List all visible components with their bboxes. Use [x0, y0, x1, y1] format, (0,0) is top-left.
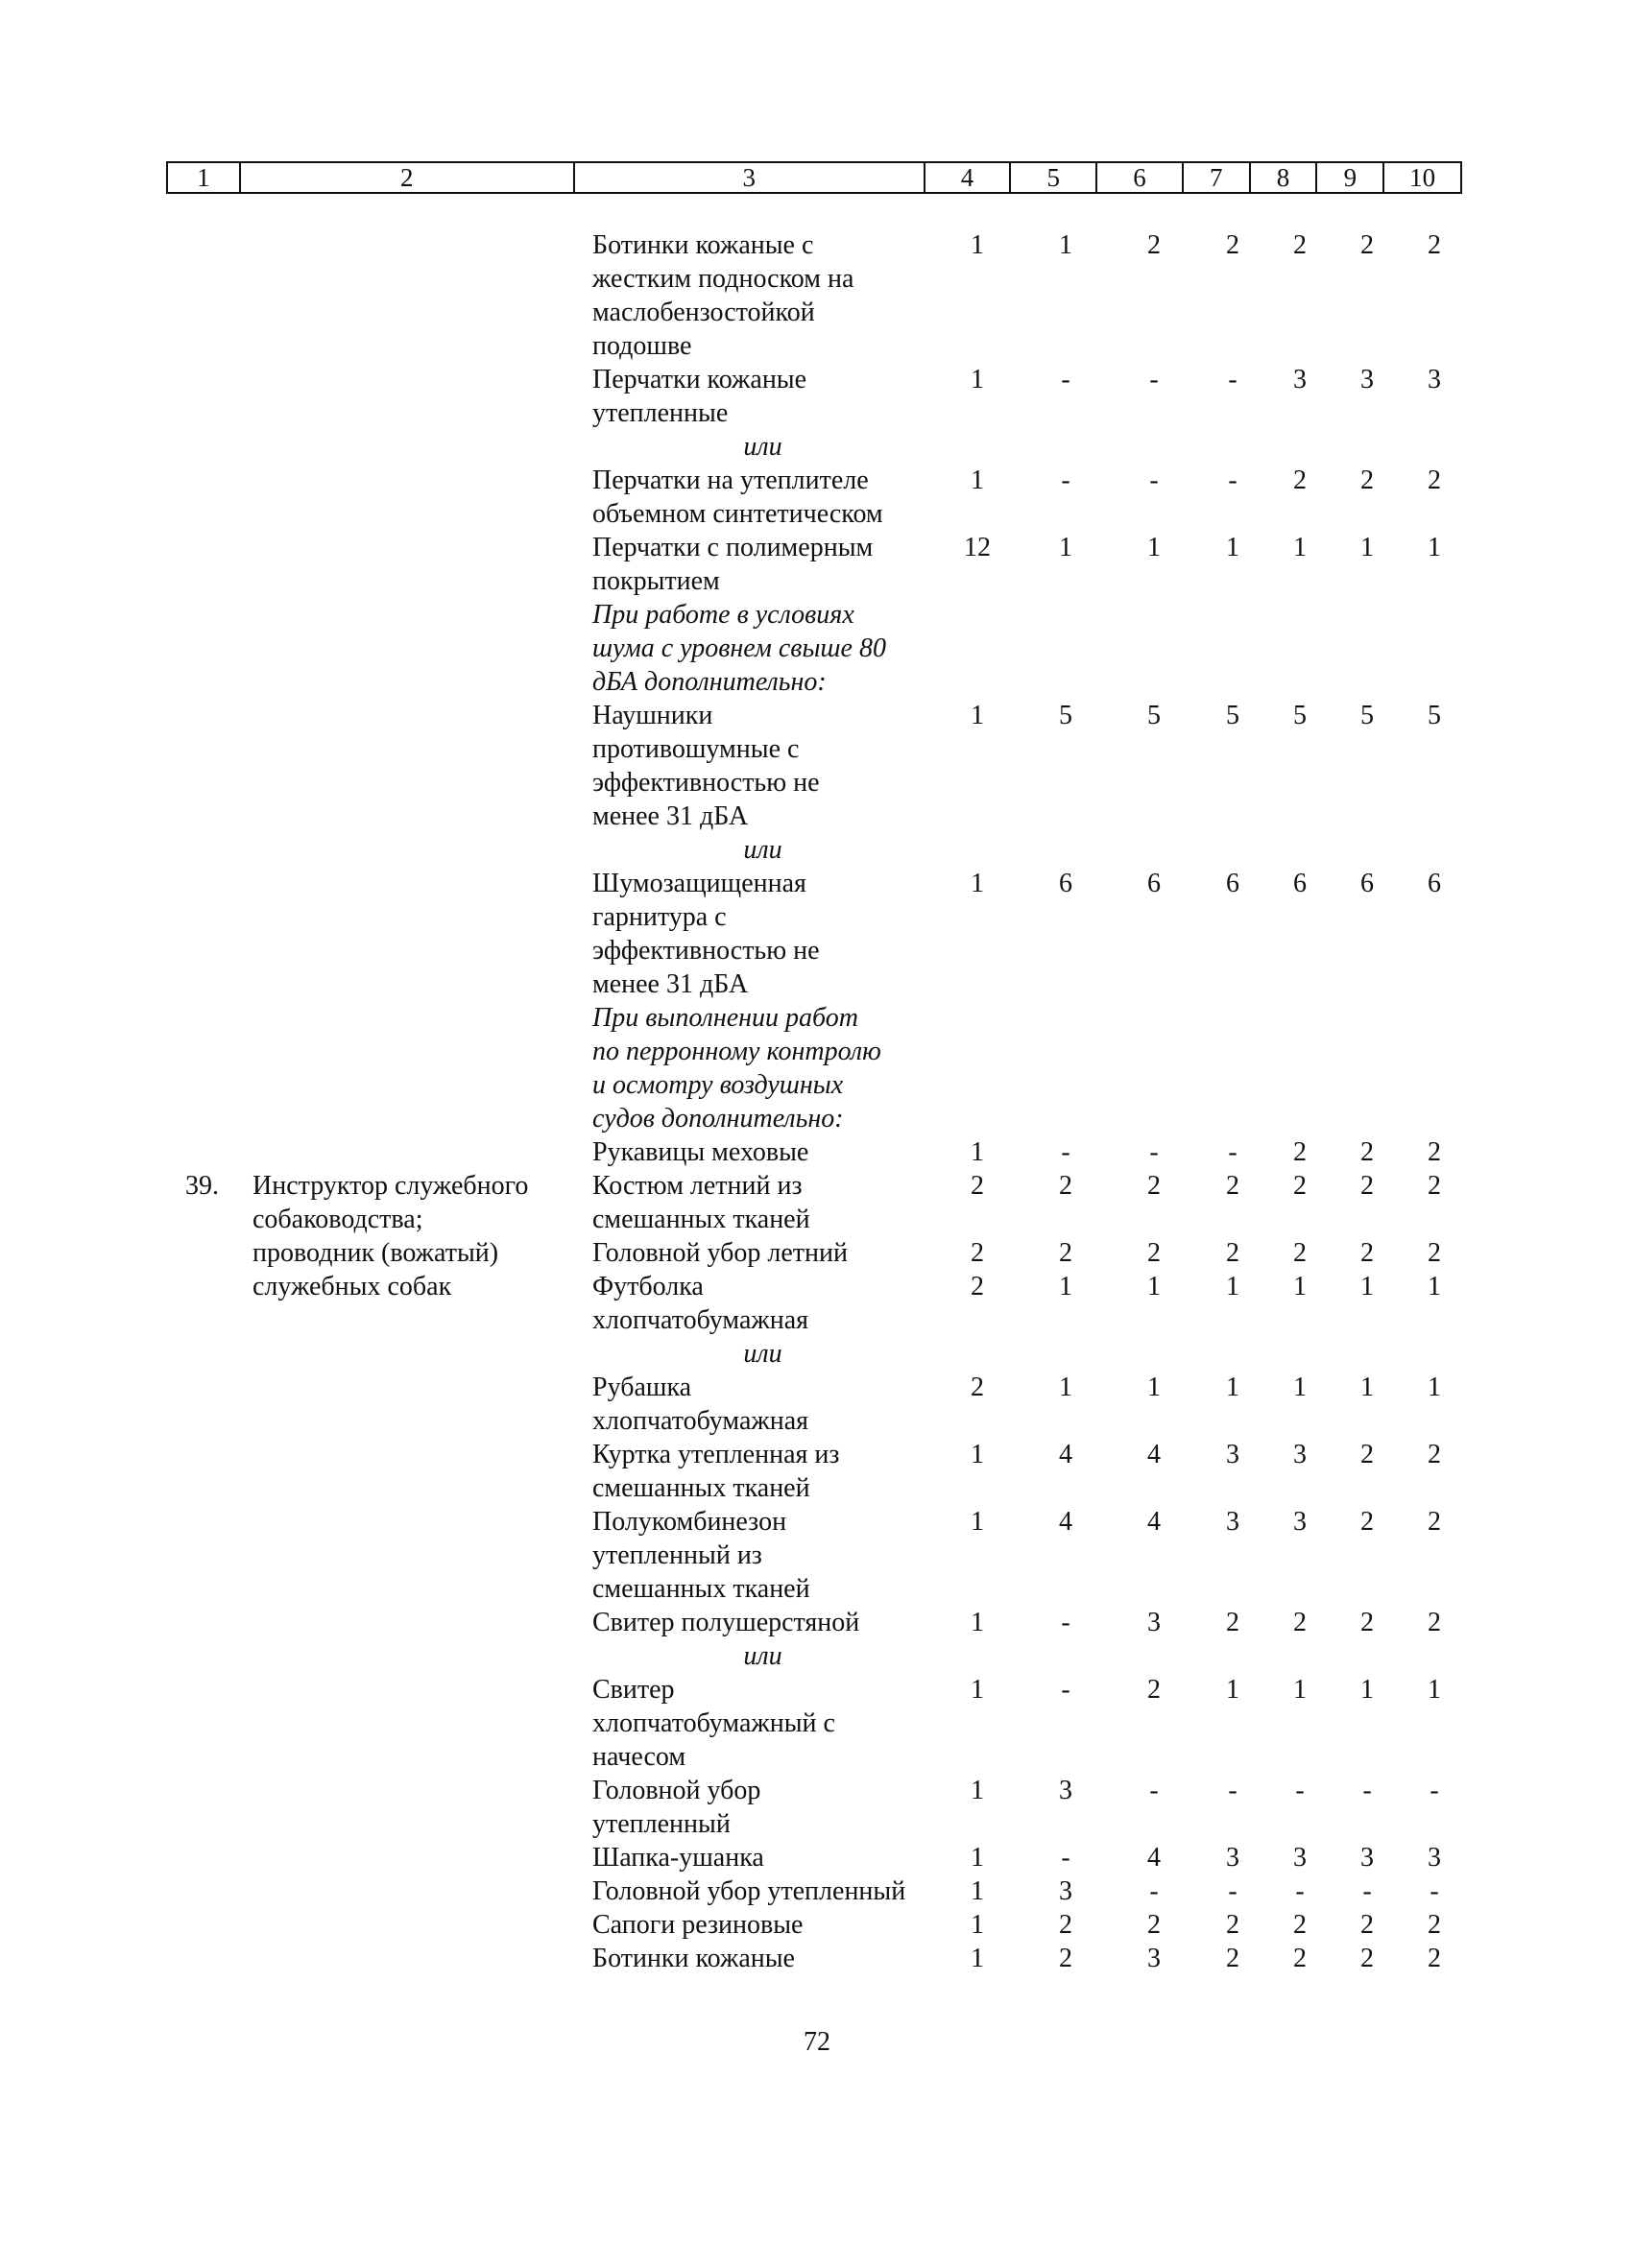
equipment-item: Ботинки кожаные с жестким подноском на маслобензостойкой подошве	[592, 230, 854, 361]
value-col-6: 4	[1147, 1507, 1161, 1537]
value-col-8: 2	[1293, 1910, 1307, 1940]
or-separator: или	[743, 835, 782, 865]
value-col-10: 6	[1428, 869, 1441, 898]
value-col-10: 3	[1428, 365, 1441, 394]
value-col-8: 1	[1293, 1272, 1307, 1301]
value-col-4: 1	[971, 1776, 984, 1805]
value-col-7: -	[1228, 1876, 1238, 1906]
value-col-8: 6	[1293, 869, 1307, 898]
table-row	[0, 699, 1634, 833]
value-col-9: 2	[1360, 1440, 1374, 1469]
value-col-8: -	[1295, 1776, 1305, 1805]
value-col-7: 6	[1226, 869, 1239, 898]
value-col-5: 2	[1059, 1238, 1072, 1268]
value-col-8: 2	[1293, 1238, 1307, 1268]
value-col-7: -	[1228, 1776, 1238, 1805]
page-number: 72	[804, 2027, 830, 2057]
table-row	[0, 363, 1634, 430]
column-number-header	[166, 161, 1462, 194]
table-row	[0, 598, 1634, 699]
equipment-item: Куртка утепленная из смешанных тканей	[592, 1440, 840, 1503]
value-col-5: 3	[1059, 1876, 1072, 1906]
or-separator: или	[743, 1339, 782, 1369]
value-col-8: 3	[1293, 365, 1307, 394]
value-col-6: 4	[1147, 1440, 1161, 1469]
value-col-5: 2	[1059, 1171, 1072, 1201]
equipment-item: Шапка-ушанка	[592, 1843, 764, 1873]
value-col-5: 1	[1059, 1272, 1072, 1301]
equipment-item: Костюм летний из смешанных тканей	[592, 1171, 810, 1234]
table-row	[0, 430, 1634, 464]
header-col-5: 5	[1011, 163, 1097, 192]
equipment-item: Рукавицы меховые	[592, 1137, 809, 1167]
header-col-7: 7	[1184, 163, 1251, 192]
equipment-item: Рубашка хлопчатобумажная	[592, 1373, 809, 1436]
value-col-7: -	[1228, 1137, 1238, 1167]
value-col-4: 1	[971, 701, 984, 730]
value-col-10: 2	[1428, 1910, 1441, 1940]
value-col-7: 5	[1226, 701, 1239, 730]
value-col-10: 2	[1428, 230, 1441, 260]
value-col-9: 6	[1360, 869, 1374, 898]
value-col-6: 3	[1147, 1608, 1161, 1637]
value-col-6: -	[1149, 365, 1159, 394]
value-col-6: 2	[1147, 230, 1161, 260]
value-col-10: 1	[1428, 533, 1441, 562]
value-col-6: -	[1149, 466, 1159, 495]
value-col-4: 1	[971, 1675, 984, 1705]
value-col-6: 2	[1147, 1238, 1161, 1268]
value-col-10: 2	[1428, 1440, 1441, 1469]
value-col-9: 1	[1360, 533, 1374, 562]
table-row	[0, 531, 1634, 598]
equipment-item: Свитер полушерстяной	[592, 1608, 860, 1637]
header-col-3: 3	[575, 163, 925, 192]
equipment-item: Свитер хлопчатобумажный с начесом	[592, 1675, 835, 1772]
value-col-6: -	[1149, 1876, 1159, 1906]
value-col-4: 1	[971, 1137, 984, 1167]
table-row	[0, 1001, 1634, 1135]
value-col-9: 2	[1360, 1137, 1374, 1167]
value-col-4: 1	[971, 1910, 984, 1940]
header-col-8: 8	[1251, 163, 1318, 192]
table-row	[0, 1942, 1634, 1975]
equipment-item: Футболка хлопчатобумажная	[592, 1272, 809, 1335]
value-col-7: 2	[1226, 1238, 1239, 1268]
value-col-9: 5	[1360, 701, 1374, 730]
value-col-4: 1	[971, 1440, 984, 1469]
value-col-6: 4	[1147, 1843, 1161, 1873]
value-col-10: 2	[1428, 1507, 1441, 1537]
value-col-7: 2	[1226, 1910, 1239, 1940]
value-col-8: 1	[1293, 1675, 1307, 1705]
value-col-9: 1	[1360, 1675, 1374, 1705]
value-col-6: 2	[1147, 1675, 1161, 1705]
value-col-5: -	[1061, 1608, 1070, 1637]
value-col-10: 2	[1428, 1137, 1441, 1167]
value-col-4: 2	[971, 1171, 984, 1201]
table-row	[0, 1774, 1634, 1841]
value-col-10: 2	[1428, 1238, 1441, 1268]
header-col-6: 6	[1097, 163, 1184, 192]
value-col-6: 3	[1147, 1944, 1161, 1973]
value-col-6: 6	[1147, 869, 1161, 898]
table-row	[0, 1337, 1634, 1371]
equipment-item: Перчатки с полимерным покрытием	[592, 533, 874, 596]
value-col-4: 1	[971, 869, 984, 898]
value-col-7: 1	[1226, 1272, 1239, 1301]
table-row	[0, 1371, 1634, 1438]
condition-note: При выполнении работ по перронному контролю и осмотру воздушных судов дополнительно:	[592, 1003, 881, 1134]
value-col-9: -	[1362, 1776, 1372, 1805]
equipment-item: Наушники противошумные с эффективностью не менее 31 дБА	[592, 701, 820, 831]
value-col-10: 2	[1428, 466, 1441, 495]
value-col-7: 1	[1226, 533, 1239, 562]
value-col-10: -	[1430, 1776, 1439, 1805]
value-col-5: 6	[1059, 869, 1072, 898]
equipment-item: Перчатки кожаные утепленные	[592, 365, 807, 428]
condition-note: При работе в условиях шума с уровнем свыше 80 дБА дополнительно:	[592, 600, 886, 697]
value-col-9: 3	[1360, 365, 1374, 394]
value-col-4: 2	[971, 1373, 984, 1402]
value-col-5: 3	[1059, 1776, 1072, 1805]
value-col-7: -	[1228, 466, 1238, 495]
equipment-item: Сапоги резиновые	[592, 1910, 804, 1940]
value-col-4: 1	[971, 1944, 984, 1973]
value-col-10: 1	[1428, 1272, 1441, 1301]
row-number: 39.	[185, 1171, 219, 1201]
value-col-9: 2	[1360, 1507, 1374, 1537]
value-col-10: 2	[1428, 1171, 1441, 1201]
equipment-item: Головной убор утепленный	[592, 1776, 761, 1839]
header-col-1: 1	[168, 163, 241, 192]
value-col-7: 2	[1226, 230, 1239, 260]
value-col-7: -	[1228, 365, 1238, 394]
value-col-5: 4	[1059, 1507, 1072, 1537]
or-separator: или	[743, 1641, 782, 1671]
value-col-9: 3	[1360, 1843, 1374, 1873]
value-col-4: 1	[971, 365, 984, 394]
value-col-4: 1	[971, 1608, 984, 1637]
value-col-7: 3	[1226, 1440, 1239, 1469]
value-col-7: 2	[1226, 1608, 1239, 1637]
value-col-4: 1	[971, 1507, 984, 1537]
value-col-5: 5	[1059, 701, 1072, 730]
value-col-6: 1	[1147, 1272, 1161, 1301]
value-col-9: -	[1362, 1876, 1372, 1906]
value-col-5: -	[1061, 1843, 1070, 1873]
header-col-10: 10	[1409, 162, 1436, 192]
table-row	[0, 1673, 1634, 1774]
value-col-8: 2	[1293, 1944, 1307, 1973]
value-col-5: -	[1061, 1137, 1070, 1167]
equipment-item: Шумозащищенная гарнитура с эффективностью не менее 31 дБА	[592, 869, 820, 999]
value-col-6: -	[1149, 1776, 1159, 1805]
value-col-8: 2	[1293, 466, 1307, 495]
value-col-8: 1	[1293, 1373, 1307, 1402]
value-col-10: 1	[1428, 1373, 1441, 1402]
value-col-5: 4	[1059, 1440, 1072, 1469]
value-col-5: -	[1061, 466, 1070, 495]
value-col-5: 1	[1059, 230, 1072, 260]
equipment-item: Ботинки кожаные	[592, 1944, 795, 1973]
equipment-item: Головной убор летний	[592, 1238, 848, 1268]
table-row	[0, 1639, 1634, 1673]
value-col-7: 2	[1226, 1944, 1239, 1973]
value-col-7: 3	[1226, 1843, 1239, 1873]
table-row	[0, 464, 1634, 531]
value-col-8: 1	[1293, 533, 1307, 562]
value-col-8: 2	[1293, 1608, 1307, 1637]
table-row	[0, 1841, 1634, 1874]
equipment-item: Перчатки на утеплителе объемном синтетическом	[592, 466, 883, 529]
value-col-7: 1	[1226, 1373, 1239, 1402]
value-col-6: 1	[1147, 1373, 1161, 1402]
value-col-5: 2	[1059, 1944, 1072, 1973]
value-col-4: 12	[964, 533, 991, 562]
value-col-9: 2	[1360, 1608, 1374, 1637]
value-col-6: 1	[1147, 533, 1161, 562]
profession-name: Инструктор служебного собаководства; проводник (вожатый) служебных собак	[252, 1171, 529, 1301]
table-row	[0, 1135, 1634, 1169]
value-col-7: 1	[1226, 1675, 1239, 1705]
value-col-8: 3	[1293, 1843, 1307, 1873]
table-row	[0, 1438, 1634, 1505]
value-col-8: 3	[1293, 1507, 1307, 1537]
header-col-9: 9	[1317, 163, 1384, 192]
value-col-5: 1	[1059, 533, 1072, 562]
value-col-4: 1	[971, 1876, 984, 1906]
value-col-4: 2	[971, 1238, 984, 1268]
value-col-5: 2	[1059, 1910, 1072, 1940]
value-col-8: 2	[1293, 230, 1307, 260]
table-row	[0, 1236, 1634, 1270]
value-col-9: 2	[1360, 466, 1374, 495]
table-row	[0, 867, 1634, 1001]
value-col-8: 2	[1293, 1171, 1307, 1201]
value-col-4: 1	[971, 230, 984, 260]
value-col-4: 2	[971, 1272, 984, 1301]
value-col-4: 1	[971, 1843, 984, 1873]
table-row	[0, 1908, 1634, 1942]
value-col-6: 2	[1147, 1910, 1161, 1940]
value-col-10: -	[1430, 1876, 1439, 1906]
value-col-5: 1	[1059, 1373, 1072, 1402]
table-row	[0, 1505, 1634, 1606]
value-col-8: 3	[1293, 1440, 1307, 1469]
equipment-item: Полукомбинезон утепленный из смешанных тканей	[592, 1507, 810, 1604]
value-col-9: 2	[1360, 1910, 1374, 1940]
value-col-10: 1	[1428, 1675, 1441, 1705]
value-col-4: 1	[971, 466, 984, 495]
or-separator: или	[743, 432, 782, 462]
value-col-10: 2	[1428, 1944, 1441, 1973]
value-col-5: -	[1061, 1675, 1070, 1705]
table-row	[0, 1874, 1634, 1908]
value-col-8: -	[1295, 1876, 1305, 1906]
value-col-9: 1	[1360, 1373, 1374, 1402]
value-col-5: -	[1061, 365, 1070, 394]
value-col-9: 2	[1360, 1944, 1374, 1973]
table-row	[0, 228, 1634, 363]
value-col-9: 2	[1360, 1171, 1374, 1201]
table-row	[0, 1270, 1634, 1337]
value-col-8: 2	[1293, 1137, 1307, 1167]
value-col-9: 2	[1360, 1238, 1374, 1268]
table-row	[0, 1606, 1634, 1639]
value-col-9: 1	[1360, 1272, 1374, 1301]
value-col-6: 5	[1147, 701, 1161, 730]
header-col-2: 2	[241, 163, 575, 192]
value-col-6: 2	[1147, 1171, 1161, 1201]
value-col-10: 2	[1428, 1608, 1441, 1637]
value-col-6: -	[1149, 1137, 1159, 1167]
value-col-7: 2	[1226, 1171, 1239, 1201]
protective-equipment-table	[0, 228, 1634, 1975]
equipment-item: Головной убор утепленный	[592, 1876, 906, 1906]
value-col-9: 2	[1360, 230, 1374, 260]
value-col-10: 5	[1428, 701, 1441, 730]
value-col-10: 3	[1428, 1843, 1441, 1873]
value-col-8: 5	[1293, 701, 1307, 730]
table-row	[0, 833, 1634, 867]
header-col-4: 4	[925, 163, 1012, 192]
value-col-7: 3	[1226, 1507, 1239, 1537]
